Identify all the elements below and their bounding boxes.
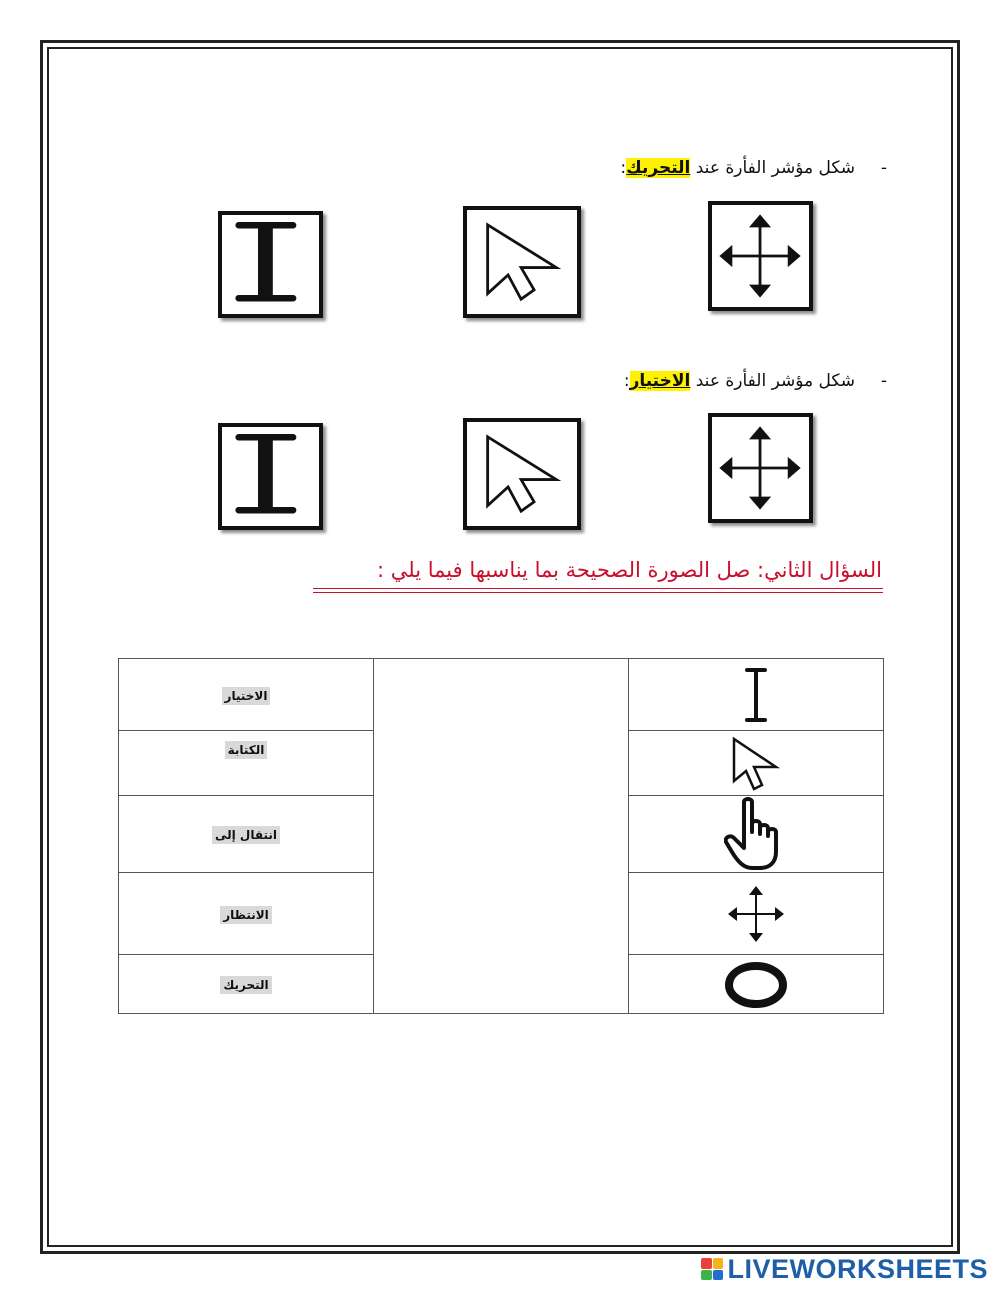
connection-area[interactable] <box>374 659 629 1014</box>
i-beam-cursor-icon <box>222 427 319 526</box>
image-cell[interactable] <box>629 731 884 796</box>
word-cell[interactable] <box>119 796 374 873</box>
image-cell[interactable] <box>629 796 884 873</box>
word-cell[interactable] <box>119 955 374 1014</box>
word-cell[interactable] <box>119 731 374 796</box>
arrow-cursor-icon <box>467 422 577 526</box>
i-beam-cursor-icon <box>741 666 771 724</box>
question-select-cursor <box>623 371 887 391</box>
move-cursor-option[interactable] <box>708 201 813 311</box>
arrow-cursor-option[interactable] <box>463 206 581 318</box>
title-underline <box>313 592 883 593</box>
word-label[interactable]: الاختيار <box>222 687 271 705</box>
question-prefix: شكل مؤشر الفأرة عند <box>690 158 855 178</box>
word-label[interactable]: الانتظار <box>220 906 272 924</box>
move-cursor-icon <box>712 417 809 519</box>
word-cell[interactable] <box>119 873 374 955</box>
arrow-cursor-icon <box>467 210 577 314</box>
word-label[interactable]: انتقال إلى <box>212 826 280 844</box>
table-row <box>119 659 884 731</box>
image-cell[interactable] <box>629 955 884 1014</box>
image-cell[interactable] <box>629 873 884 955</box>
i-beam-cursor-icon <box>222 215 319 314</box>
arrow-cursor-icon <box>728 733 784 793</box>
title-underline <box>313 588 883 589</box>
i-beam-cursor-option[interactable] <box>218 211 323 318</box>
question-keyword: التحريك <box>626 158 691 178</box>
word-label[interactable]: التحريك <box>220 976 271 994</box>
liveworksheets-brand <box>701 1252 988 1286</box>
question-two-title: السؤال الثاني: صل الصورة الصحيحة بما يناسبها فيما يلي : <box>377 558 882 582</box>
arrow-cursor-option[interactable] <box>463 418 581 530</box>
word-label[interactable]: الكتابة <box>225 741 268 759</box>
question-colon: : <box>623 371 630 391</box>
i-beam-cursor-option[interactable] <box>218 423 323 530</box>
bullet-dash: - <box>880 371 887 391</box>
question-colon: : <box>620 158 627 178</box>
word-cell[interactable] <box>119 659 374 731</box>
busy-ring-icon <box>722 958 790 1010</box>
brand-name: LIVEWORKSHEETS <box>727 1253 988 1284</box>
question-keyword: الاختيار <box>629 371 691 391</box>
move-cursor-icon <box>724 882 788 946</box>
question-prefix: شكل مؤشر الفأرة عند <box>690 371 855 391</box>
image-cell[interactable] <box>629 659 884 731</box>
move-cursor-icon <box>712 205 809 307</box>
matching-table <box>118 658 884 1014</box>
liveworksheets-logo-icon <box>701 1258 723 1280</box>
hand-pointer-icon <box>724 796 788 872</box>
question-moving-cursor <box>620 158 887 178</box>
bullet-dash: - <box>880 158 887 178</box>
move-cursor-option[interactable] <box>708 413 813 523</box>
